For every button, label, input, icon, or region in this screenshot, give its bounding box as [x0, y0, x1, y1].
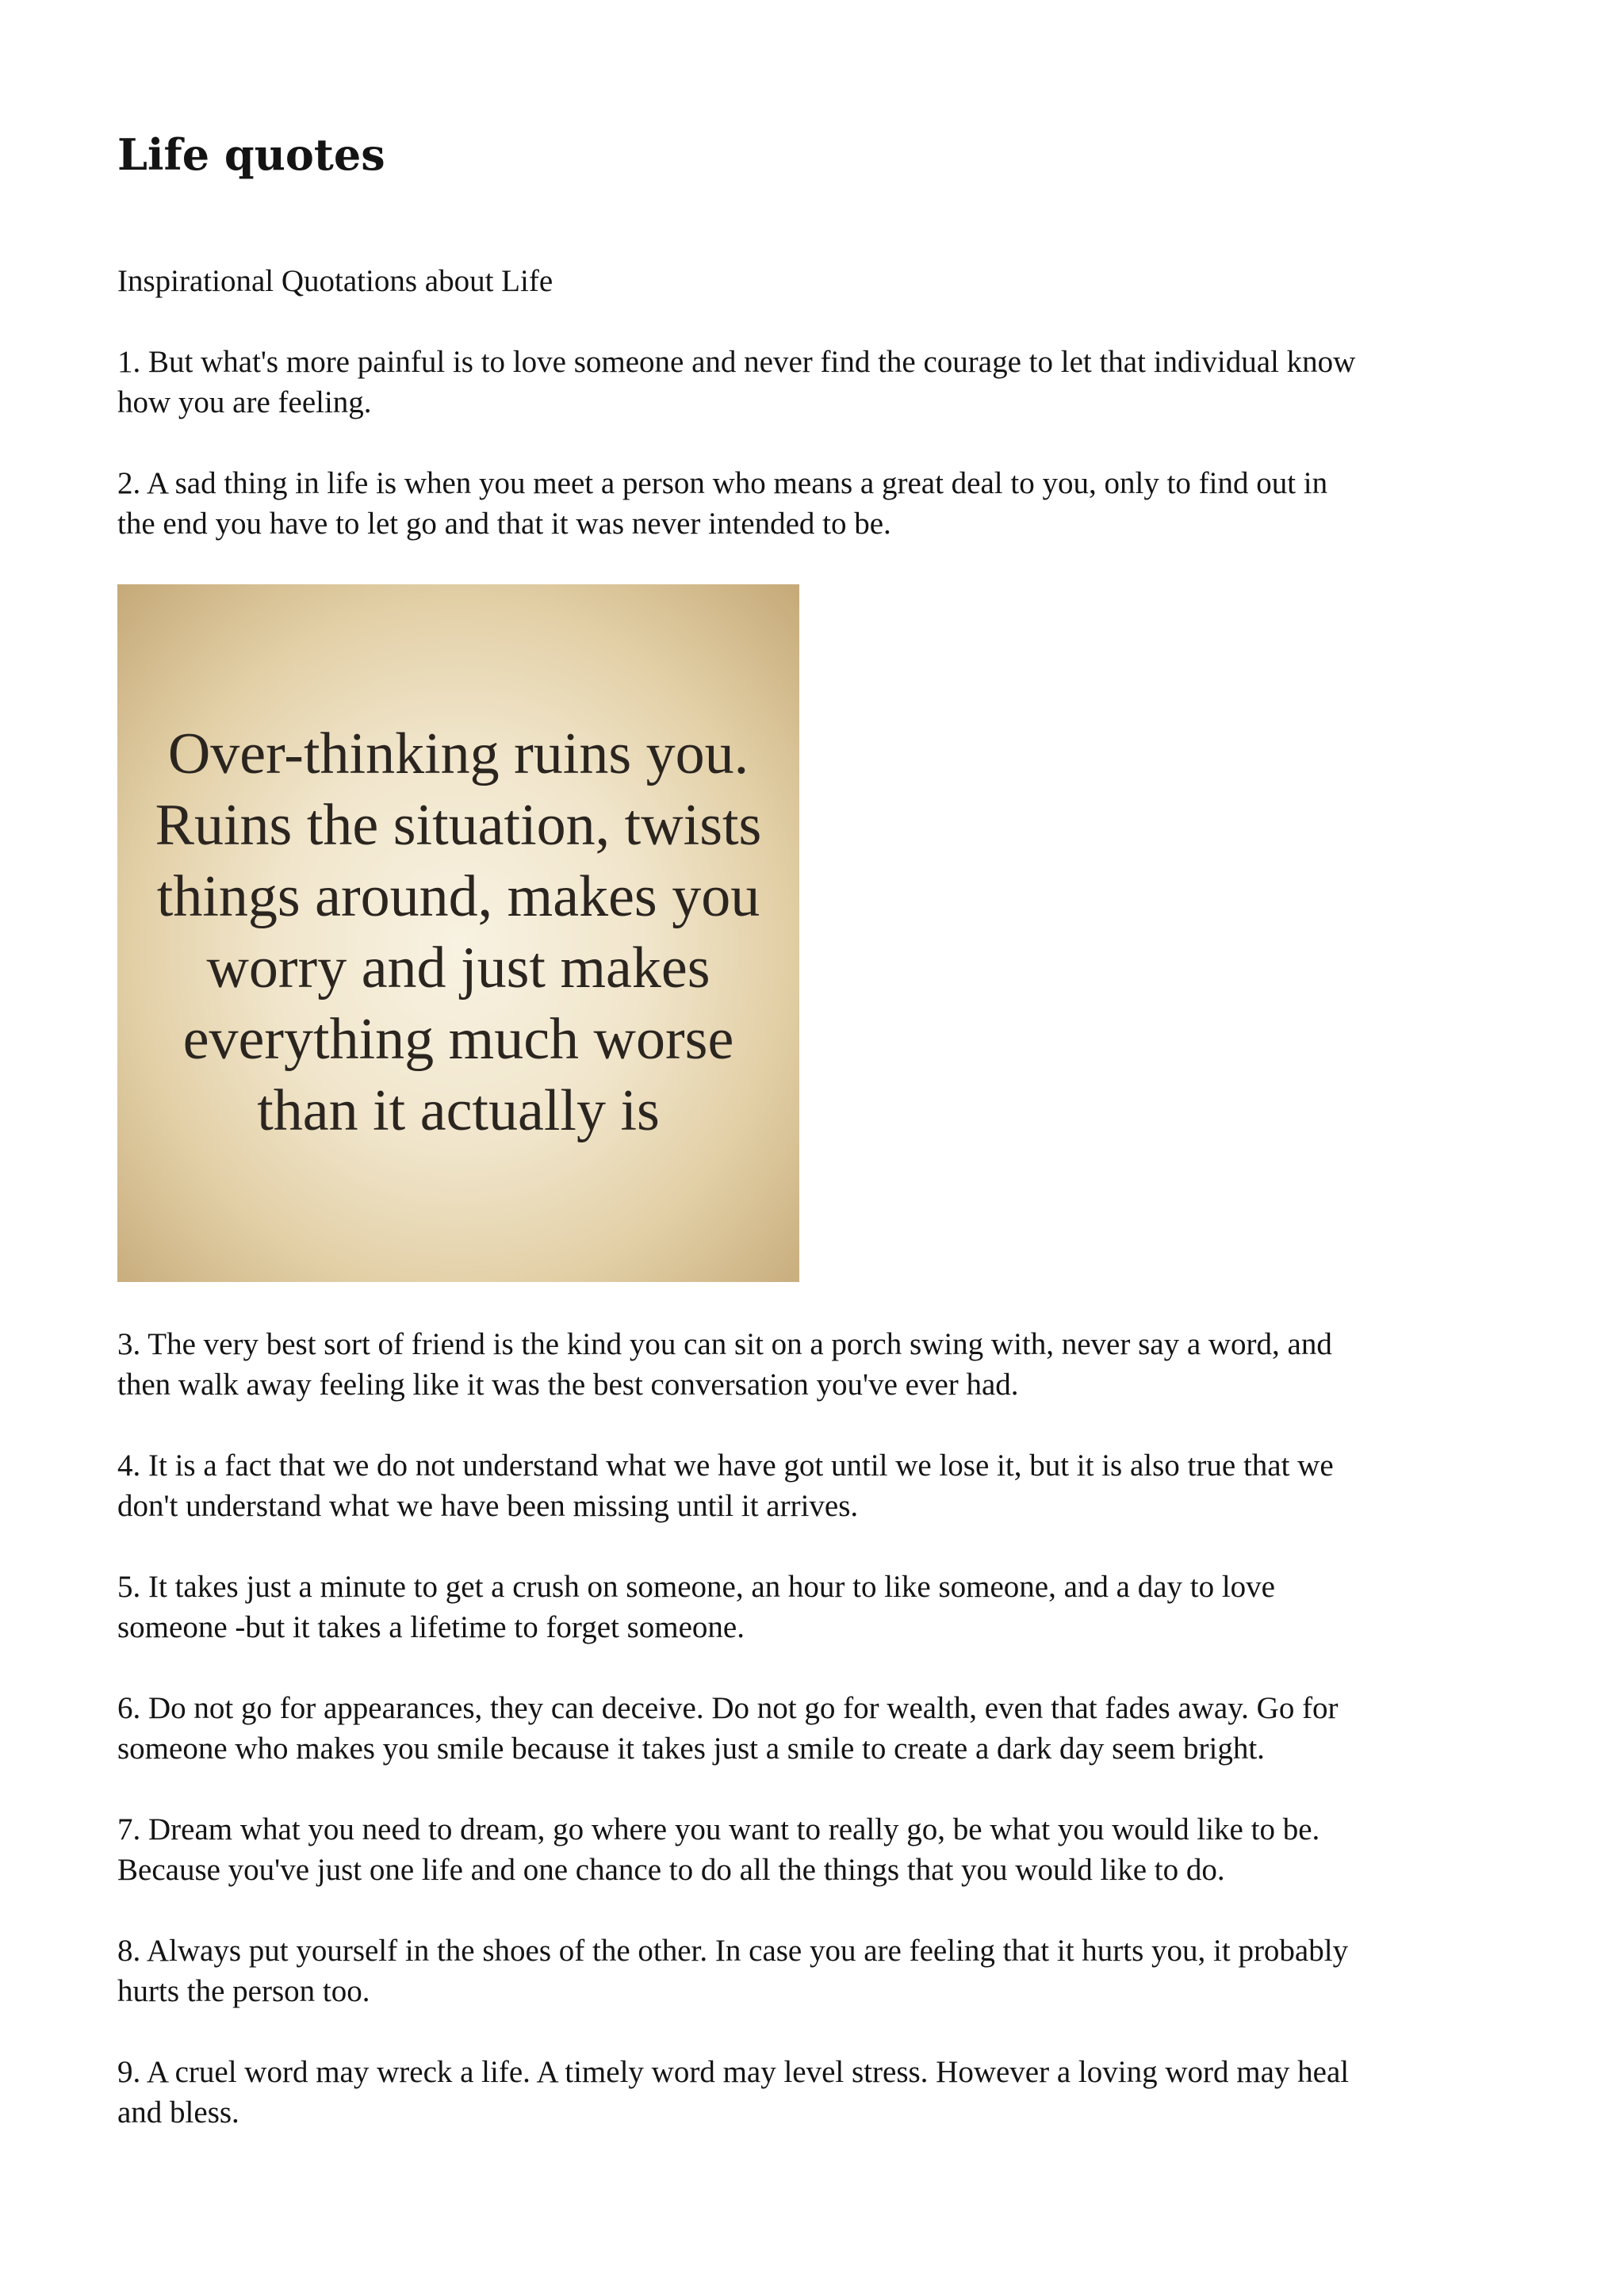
page-title: Life quotes: [117, 129, 385, 180]
quote-line: how you are feeling.: [117, 385, 372, 419]
quote-image-line: worry and just makes: [206, 936, 710, 1001]
quote-image-line: everything much worse: [182, 1007, 734, 1072]
quote-3: [117, 1324, 1505, 1405]
quote-1: [117, 342, 1505, 423]
quote-line: someone -but it takes a lifetime to forget someone.: [117, 1610, 745, 1644]
quote-line: the end you have to let go and that it was never intended to be.: [117, 507, 891, 541]
quote-6: [117, 1688, 1505, 1769]
quote-line: 4. It is a fact that we do not understand what we have got until we lose it, but it is also true that we: [117, 1448, 1334, 1483]
quote-line: don't understand what we have been missing until it arrives.: [117, 1489, 859, 1523]
quote-line: hurts the person too.: [117, 1974, 370, 2008]
quote-image-line: Ruins the situation, twists: [155, 793, 762, 858]
quote-9: [117, 2052, 1505, 2133]
quote-image: [117, 584, 799, 1282]
quote-7: [117, 1809, 1505, 1890]
quote-line: and bless.: [117, 2095, 239, 2130]
quote-image-line: Over-thinking ruins you.: [167, 721, 749, 786]
subtitle: Inspirational Quotations about Life: [117, 264, 553, 298]
quote-line: then walk away feeling like it was the best conversation you've ever had.: [117, 1368, 1019, 1402]
quote-line: 1. But what's more painful is to love someone and never find the courage to let that individual know: [117, 345, 1356, 379]
quote-line: 2. A sad thing in life is when you meet a person who means a great deal to you, only to find out in: [117, 466, 1328, 500]
quote-line: 6. Do not go for appearances, they can deceive. Do not go for wealth, even that fades away. Go for: [117, 1691, 1339, 1725]
quote-image-line: things around, makes you: [156, 864, 760, 929]
quote-line: someone who makes you smile because it takes just a smile to create a dark day seem bright.: [117, 1732, 1265, 1766]
quote-line: 7. Dream what you need to dream, go where you want to really go, be what you would like to be.: [117, 1812, 1320, 1846]
quote-line: 5. It takes just a minute to get a crush on someone, an hour to like someone, and a day to love: [117, 1570, 1275, 1604]
quote-8: [117, 1931, 1505, 2011]
quote-image-line: than it actually is: [257, 1078, 660, 1143]
quote-line: 8. Always put yourself in the shoes of the other. In case you are feeling that it hurts you, it probably: [117, 1934, 1349, 1968]
quote-line: Because you've just one life and one chance to do all the things that you would like to do.: [117, 1853, 1225, 1887]
quote-2: [117, 463, 1505, 544]
quote-5: [117, 1567, 1505, 1647]
quote-4: [117, 1445, 1505, 1526]
quote-line: 3. The very best sort of friend is the kind you can sit on a porch swing with, never say a word, and: [117, 1327, 1332, 1361]
quote-line: 9. A cruel word may wreck a life. A timely word may level stress. However a loving word may heal: [117, 2055, 1350, 2089]
quote-image-text: [117, 718, 799, 1146]
